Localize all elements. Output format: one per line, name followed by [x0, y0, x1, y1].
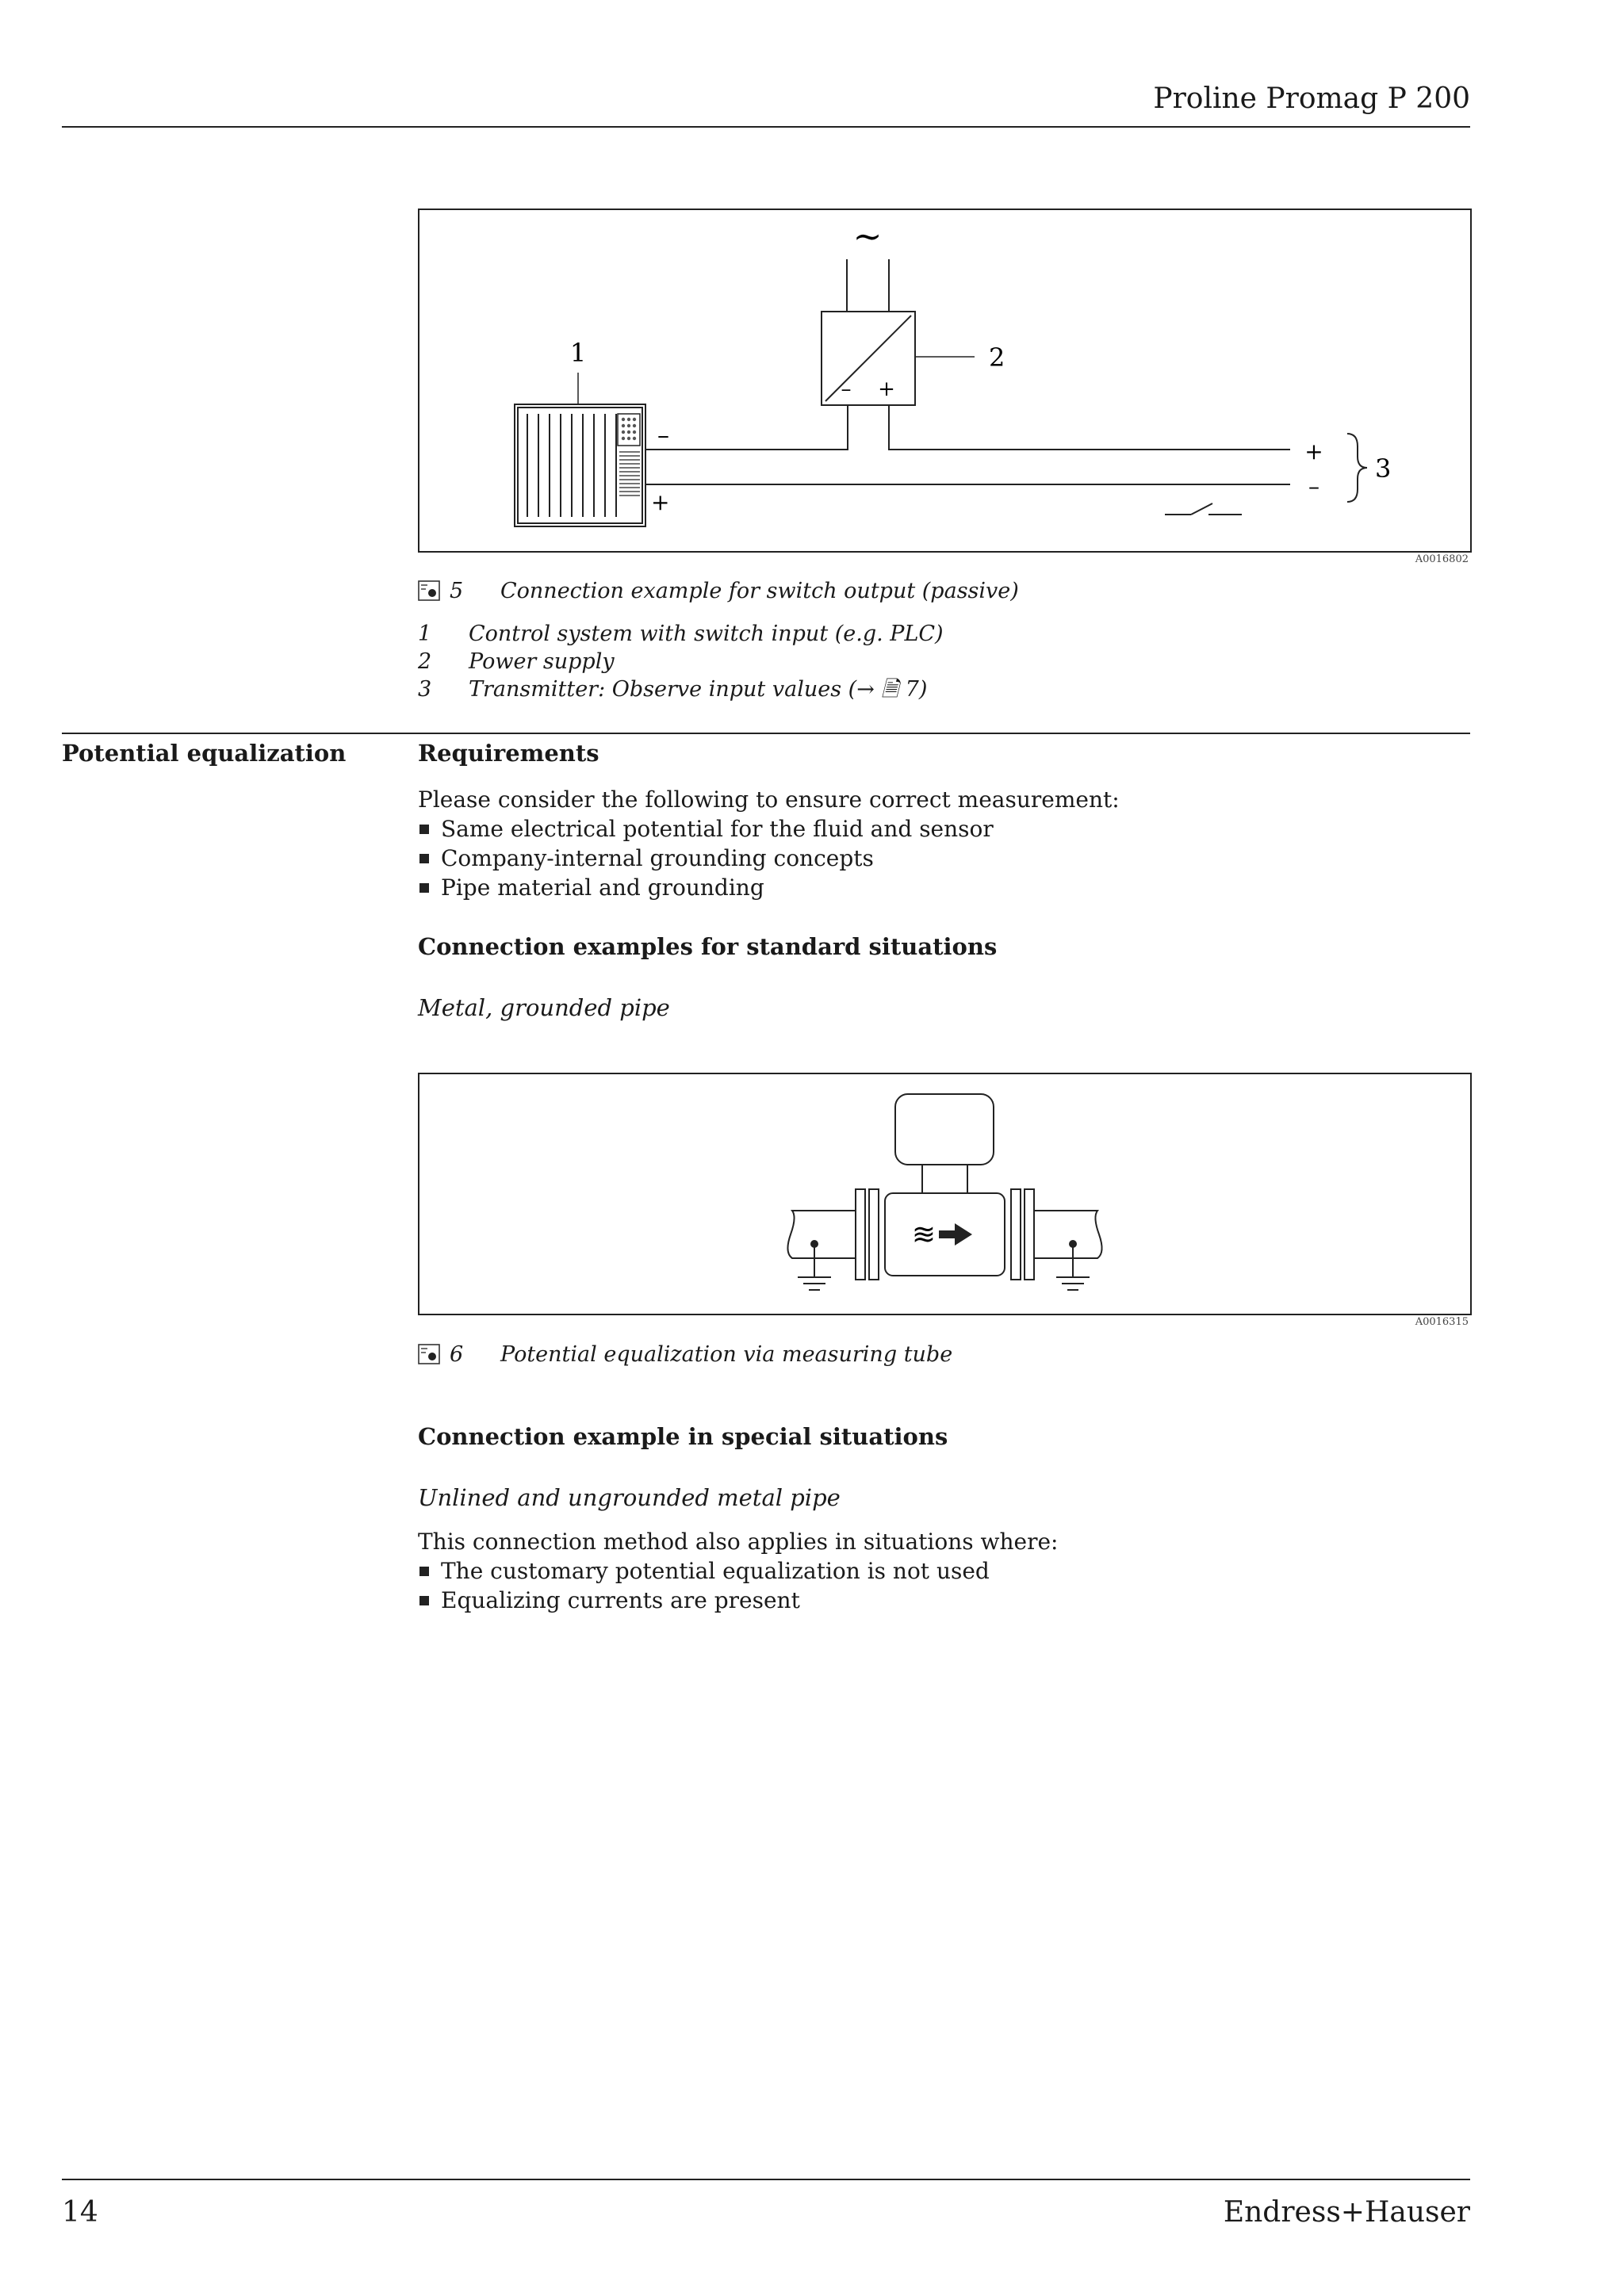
list-item: Company-internal grounding concepts [418, 844, 1120, 873]
control-system-icon [515, 404, 645, 526]
legend-item: 2 Power supply [418, 649, 615, 674]
figure-6-id: A0016315 [1415, 1316, 1469, 1328]
flow-symbol: ≋ [911, 1219, 936, 1251]
section-label: Potential equalization [62, 740, 347, 767]
switch-icon [1165, 503, 1242, 515]
figure-6-caption-text: Potential equalization via measuring tube [500, 1342, 953, 1367]
ac-symbol: ~ [852, 216, 883, 257]
figure-5-number: 5 [450, 579, 464, 603]
callout-2: 2 [989, 342, 1005, 373]
list-item: Equalizing currents are present [418, 1586, 1058, 1615]
ps-minus: – [841, 377, 852, 401]
callout-3: 3 [1375, 453, 1392, 484]
list-item: The customary potential equalization is not used [418, 1556, 1058, 1586]
figure-6-box [418, 1073, 1472, 1315]
requirements-list [418, 814, 1120, 902]
list-item: Pipe material and grounding [418, 873, 1120, 902]
legend-item: 1 Control system with switch input (e.g. PLC) [418, 622, 944, 646]
figure-5-box [418, 209, 1472, 553]
page-number: 14 [62, 2196, 98, 2229]
header-rule [62, 126, 1470, 128]
footer-brand: Endress+Hauser [1223, 2196, 1470, 2229]
requirements-heading: Requirements [418, 740, 599, 767]
requirements-intro: Please consider the following to ensure correct measurement: [418, 786, 1120, 813]
section-rule [62, 733, 1470, 734]
figure-icon [418, 1344, 440, 1364]
footer-rule [62, 2179, 1470, 2180]
plc-minus: – [657, 422, 669, 450]
flowmeter-icon [787, 1094, 1101, 1280]
figure-6-number: 6 [450, 1342, 464, 1367]
header-title: Proline Promag P 200 [1153, 82, 1470, 115]
figure-6-diagram [419, 1074, 1470, 1314]
special-body [418, 1527, 1058, 1615]
special-heading: Connection example in special situations [418, 1423, 948, 1450]
wiring [645, 405, 1290, 484]
figure-5-caption [418, 579, 1019, 603]
standard-subheading: Metal, grounded pipe [418, 994, 670, 1021]
special-list [418, 1556, 1058, 1615]
figure-5-diagram [419, 210, 1470, 551]
plc-plus: + [651, 489, 670, 515]
brace-icon [1347, 434, 1367, 502]
legend-item: 3 Transmitter: Observe input values (→ 🗎 7) [418, 677, 928, 702]
tx-plus: + [1304, 438, 1323, 465]
figure-icon [418, 580, 440, 601]
standard-heading: Connection examples for standard situations [418, 933, 998, 960]
tx-minus: – [1308, 473, 1320, 499]
figure-5-legend [418, 620, 944, 703]
list-item: Same electrical potential for the fluid and sensor [418, 814, 1120, 844]
requirements-body [418, 785, 1120, 902]
figure-5-id: A0016802 [1415, 553, 1469, 565]
special-intro: This connection method also applies in situations where: [418, 1529, 1059, 1555]
figure-5-caption-text: Connection example for switch output (passive) [500, 579, 1019, 603]
figure-6-caption [418, 1342, 952, 1367]
callout-1: 1 [569, 338, 587, 368]
special-subheading: Unlined and ungrounded metal pipe [418, 1484, 841, 1511]
ps-plus: + [878, 377, 895, 401]
